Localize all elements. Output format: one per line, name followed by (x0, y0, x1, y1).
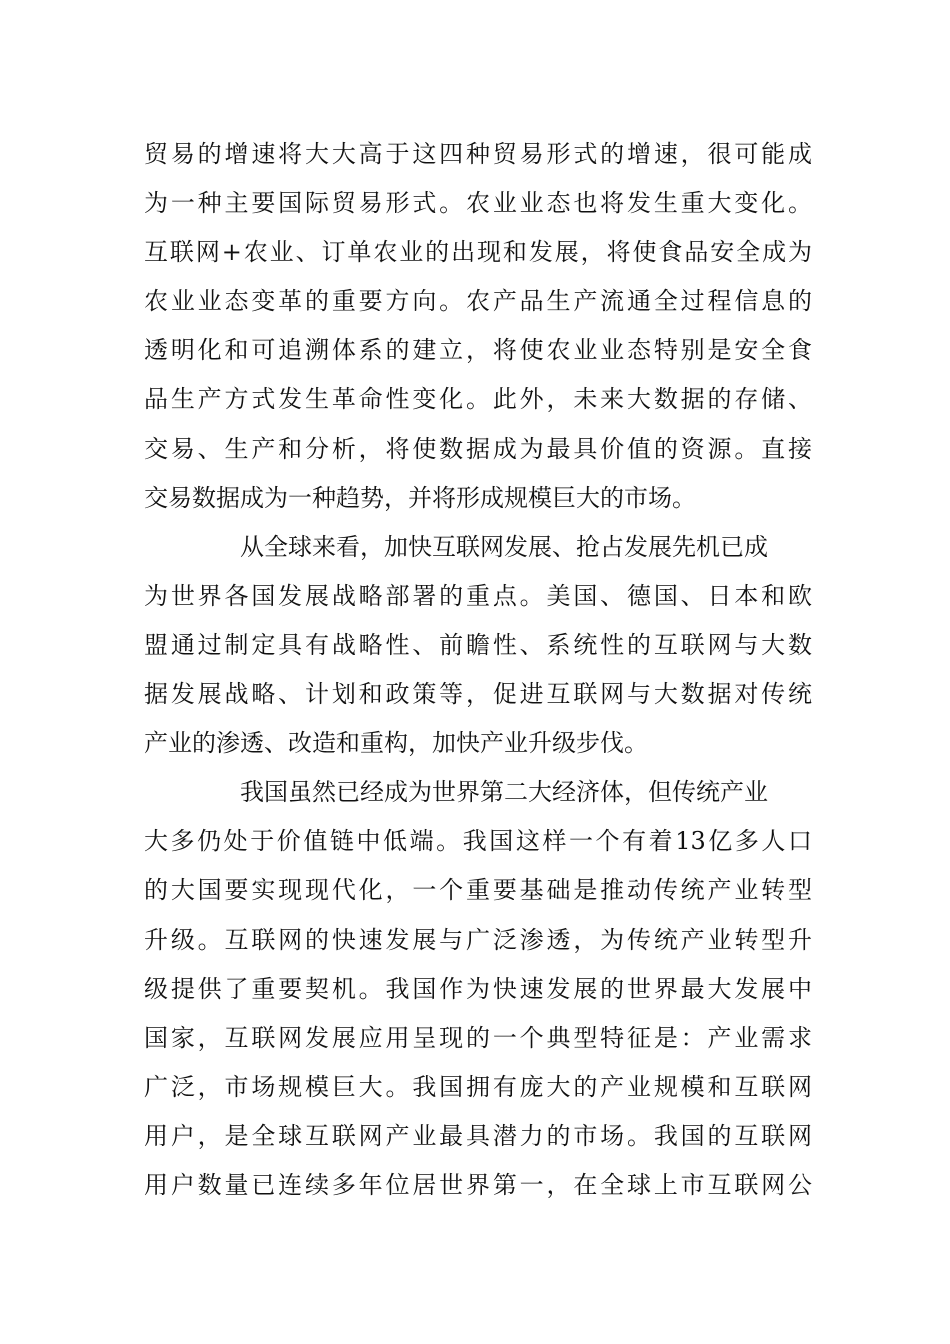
text-line: 国家，互联网发展应用呈现的一个典型特征是：产业需求 (144, 1023, 812, 1052)
text-line: 交易数据成为一种趋势，并将形成规模巨大的市场。 (144, 483, 696, 512)
text-line: 交易、生产和分析，将使数据成为最具价值的资源。直接 (144, 434, 812, 463)
text-line: 透明化和可追溯体系的建立，将使农业业态特别是安全食 (144, 336, 812, 365)
text-line: 广泛，市场规模巨大。我国拥有庞大的产业规模和互联网 (144, 1072, 812, 1101)
text-line: 用户，是全球互联网产业最具潜力的市场。我国的互联网 (144, 1121, 812, 1150)
text-line: 互联网+农业、订单农业的出现和发展，将使食品安全成为 (144, 238, 812, 267)
text-line: 贸易的增速将大大高于这四种贸易形式的增速，很可能成 (144, 140, 812, 168)
text-line: 盟通过制定具有战略性、前瞻性、系统性的互联网与大数 (144, 630, 812, 659)
text-line: 据发展战略、计划和政策等，促进互联网与大数据对传统 (144, 680, 812, 709)
document-body (144, 130, 812, 1210)
text-line: 级提供了重要契机。我国作为快速发展的世界最大发展中 (144, 974, 812, 1003)
text-line: 大多仍处于价值链中低端。我国这样一个有着13亿多人口 (144, 827, 812, 856)
text-line: 从全球来看，加快互联网发展、抢占发展先机已成 (240, 532, 768, 561)
text-line: 用户数量已连续多年位居世界第一，在全球上市互联网公 (144, 1170, 812, 1199)
text-line: 的大国要实现现代化，一个重要基础是推动传统产业转型 (144, 876, 812, 905)
text-line: 为一种主要国际贸易形式。农业业态也将发生重大变化。 (144, 189, 812, 218)
paragraph-2 (144, 523, 812, 768)
text-line: 品生产方式发生革命性变化。此外，未来大数据的存储、 (144, 385, 812, 414)
text-line: 为世界各国发展战略部署的重点。美国、德国、日本和欧 (144, 581, 812, 610)
paragraph-3 (144, 768, 812, 1210)
text-line: 升级。互联网的快速发展与广泛渗透，为传统产业转型升 (144, 925, 812, 954)
text-line: 我国虽然已经成为世界第二大经济体，但传统产业 (240, 778, 768, 807)
text-line: 产业的渗透、改造和重构，加快产业升级步伐。 (144, 729, 648, 758)
paragraph-1 (144, 130, 812, 523)
text-line: 农业业态变革的重要方向。农产品生产流通全过程信息的 (144, 287, 812, 316)
